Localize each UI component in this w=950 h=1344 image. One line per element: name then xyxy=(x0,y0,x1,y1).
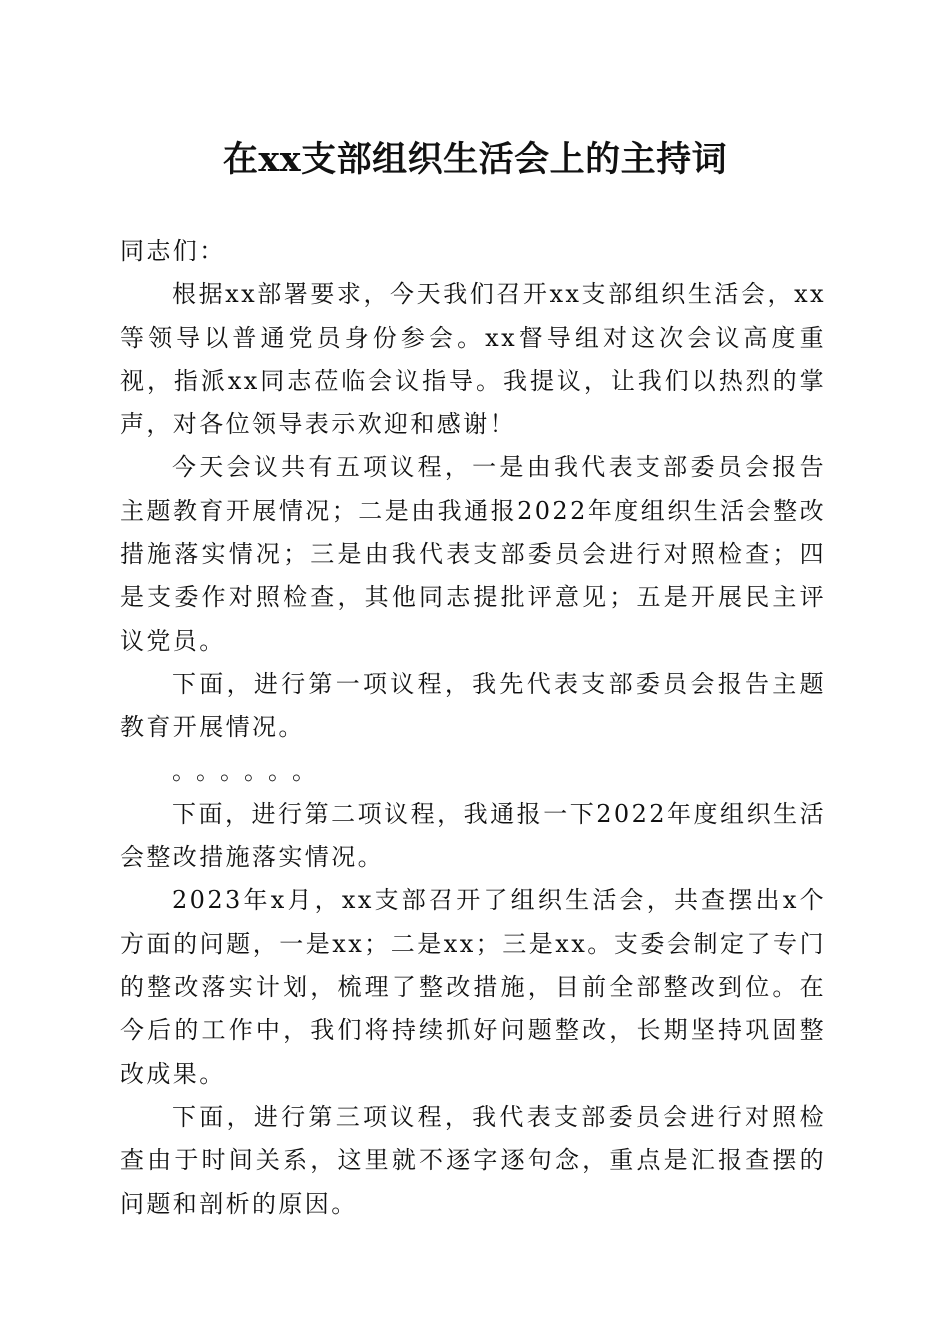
ellipsis-line: 。。。。。。 xyxy=(172,756,328,785)
greeting-line: 同志们： xyxy=(120,237,226,265)
paragraph-item-one: 下面，进行第一项议程，我先代表支部委员会报告主题教育开展情况。 xyxy=(120,669,826,742)
paragraph-item-two: 下面，进行第二项议程，我通报一下2022年度组织生活会整改措施落实情况。 xyxy=(120,799,826,872)
document-body xyxy=(120,230,826,1226)
paragraph-agenda: 今天会议共有五项议程，一是由我代表支部委员会报告主题教育开展情况；二是由我通报2022年度组织生活会整改措施落实情况；三是由我代表支部委员会进行对照检查；四是支委作对照检查，其他同志提批评意见；五是开展民主评议党员。 xyxy=(120,453,826,655)
paragraph-welcome: 根据xx部署要求，今天我们召开xx支部组织生活会，xx等领导以普通党员身份参会。xx督导组对这次会议高度重视，指派xx同志莅临会议指导。我提议，让我们以热烈的掌声，对各位领导表示欢迎和感谢！ xyxy=(120,280,826,439)
document-title: 在xx支部组织生活会上的主持词 xyxy=(222,139,728,180)
paragraph-item-three: 下面，进行第三项议程，我代表支部委员会进行对照检查由于时间关系，这里就不逐字逐句念，重点是汇报查摆的问题和剖析的原因。 xyxy=(120,1102,826,1218)
paragraph-rectification: 2023年x月，xx支部召开了组织生活会，共查摆出x个方面的问题，一是xx；二是xx；三是xx。支委会制定了专门的整改落实计划，梳理了整改措施，目前全部整改到位。在今后的工作中，我们将持续抓好问题整改，长期坚持巩固整改成果。 xyxy=(120,886,826,1088)
